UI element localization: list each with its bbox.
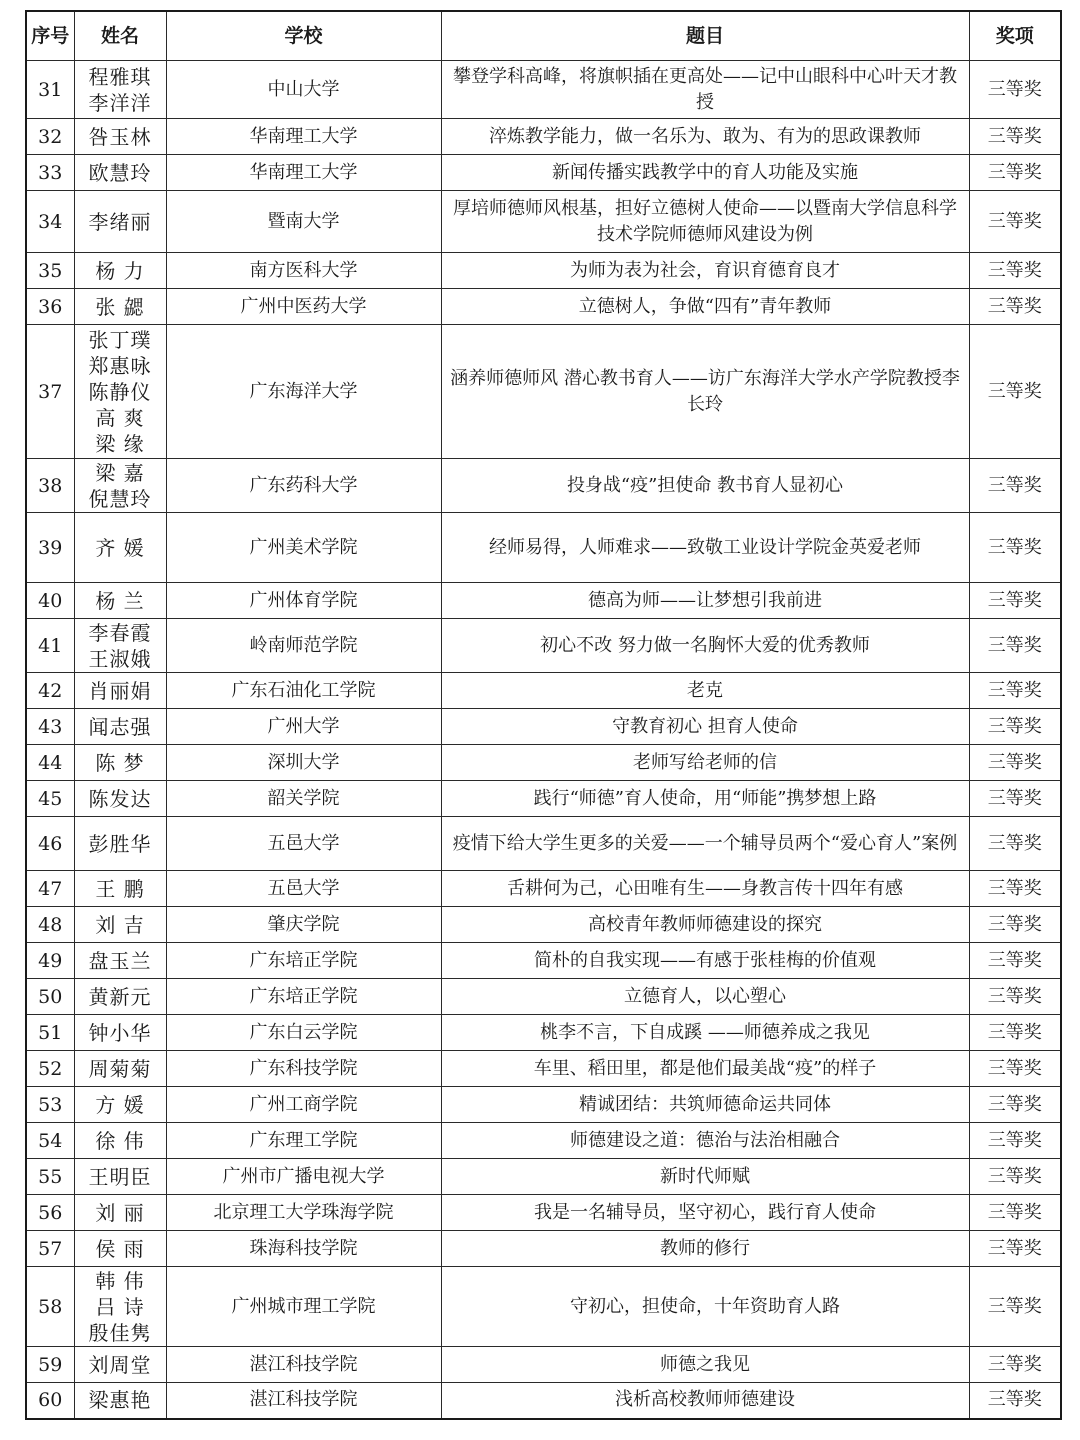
- table-row: [26, 979, 1061, 1015]
- essay-title: 老克: [441, 673, 969, 709]
- author-name: 侯 雨: [95, 1236, 145, 1261]
- school-name: 五邑大学: [166, 817, 441, 871]
- author-name: 周菊菊: [88, 1056, 152, 1081]
- author-name: 刘 丽: [95, 1200, 145, 1225]
- row-number: 33: [26, 155, 74, 191]
- essay-title: 车里、稻田里，都是他们最美战“疫”的样子: [441, 1051, 969, 1087]
- row-number: 38: [26, 459, 74, 513]
- author-names: [74, 583, 166, 619]
- author-name: 吕 诗: [95, 1294, 145, 1319]
- award-level: 三等奖: [969, 191, 1061, 253]
- essay-title: 立德育人，以心塑心: [441, 979, 969, 1015]
- essay-title: 践行“师德”育人使命，用“师能”携梦想上路: [441, 781, 969, 817]
- school-name: 广东药科大学: [166, 459, 441, 513]
- award-level: 三等奖: [969, 325, 1061, 459]
- row-number: 41: [26, 619, 74, 673]
- essay-title: 疫情下给大学生更多的关爱——一个辅导员两个“爱心育人”案例: [441, 817, 969, 871]
- author-names: [74, 61, 166, 119]
- author-name: 王淑娥: [88, 646, 152, 671]
- award-level: 三等奖: [969, 119, 1061, 155]
- award-level: 三等奖: [969, 673, 1061, 709]
- school-name: 广东培正学院: [166, 943, 441, 979]
- school-name: 广州大学: [166, 709, 441, 745]
- award-level: 三等奖: [969, 253, 1061, 289]
- table-row: [26, 583, 1061, 619]
- author-name: 肖丽娟: [88, 678, 152, 703]
- author-names: [74, 1123, 166, 1159]
- school-name: 珠海科技学院: [166, 1231, 441, 1267]
- table-row: [26, 1347, 1061, 1383]
- award-level: 三等奖: [969, 745, 1061, 781]
- school-name: 广东科技学院: [166, 1051, 441, 1087]
- author-name: 张丁璞: [88, 327, 152, 352]
- table-row: [26, 61, 1061, 119]
- essay-title: 为师为表为社会，育识育德育良才: [441, 253, 969, 289]
- school-name: 广东理工学院: [166, 1123, 441, 1159]
- award-level: 三等奖: [969, 817, 1061, 871]
- row-number: 58: [26, 1267, 74, 1347]
- essay-title: 涵养师德师风 潜心教书育人——访广东海洋大学水产学院教授李长玲: [441, 325, 969, 459]
- award-level: 三等奖: [969, 459, 1061, 513]
- award-level: 三等奖: [969, 1383, 1061, 1419]
- author-names: [74, 1159, 166, 1195]
- award-level: 三等奖: [969, 907, 1061, 943]
- award-level: 三等奖: [969, 583, 1061, 619]
- award-level: 三等奖: [969, 943, 1061, 979]
- row-number: 48: [26, 907, 74, 943]
- header-award: 奖项: [969, 11, 1061, 61]
- award-level: 三等奖: [969, 61, 1061, 119]
- author-name: 刘 吉: [95, 912, 145, 937]
- table-row: [26, 1123, 1061, 1159]
- author-name: 殷佳隽: [88, 1320, 152, 1345]
- essay-title: 师德建设之道：德治与法治相融合: [441, 1123, 969, 1159]
- author-names: [74, 1267, 166, 1347]
- school-name: 广州城市理工学院: [166, 1267, 441, 1347]
- school-name: 湛江科技学院: [166, 1347, 441, 1383]
- author-name: 梁 嘉: [95, 460, 145, 485]
- author-names: [74, 1015, 166, 1051]
- school-name: 华南理工大学: [166, 119, 441, 155]
- table-row: [26, 325, 1061, 459]
- author-names: [74, 1087, 166, 1123]
- row-number: 57: [26, 1231, 74, 1267]
- table-body: [26, 61, 1061, 1419]
- author-name: 刘周堂: [88, 1352, 152, 1377]
- school-name: 韶关学院: [166, 781, 441, 817]
- author-names: [74, 1195, 166, 1231]
- row-number: 50: [26, 979, 74, 1015]
- table-row: [26, 709, 1061, 745]
- award-level: 三等奖: [969, 1087, 1061, 1123]
- row-number: 39: [26, 513, 74, 583]
- essay-title: 桃李不言，下自成蹊 ——师德养成之我见: [441, 1015, 969, 1051]
- school-name: 暨南大学: [166, 191, 441, 253]
- school-name: 广州中医药大学: [166, 289, 441, 325]
- award-level: 三等奖: [969, 1123, 1061, 1159]
- essay-title: 守教育初心 担育人使命: [441, 709, 969, 745]
- author-names: [74, 253, 166, 289]
- essay-title: 我是一名辅导员，坚守初心，践行育人使命: [441, 1195, 969, 1231]
- row-number: 53: [26, 1087, 74, 1123]
- author-names: [74, 289, 166, 325]
- author-names: [74, 155, 166, 191]
- author-names: [74, 745, 166, 781]
- award-level: 三等奖: [969, 289, 1061, 325]
- author-names: [74, 1051, 166, 1087]
- award-level: 三等奖: [969, 513, 1061, 583]
- row-number: 47: [26, 871, 74, 907]
- table-row: [26, 943, 1061, 979]
- table-header-row: [26, 11, 1061, 61]
- essay-title: 高校青年教师师德建设的探究: [441, 907, 969, 943]
- author-name: 程雅琪: [88, 64, 152, 89]
- row-number: 51: [26, 1015, 74, 1051]
- essay-title: 舌耕何为己，心田唯有生——身教言传十四年有感: [441, 871, 969, 907]
- essay-title: 精诚团结：共筑师德命运共同体: [441, 1087, 969, 1123]
- author-name: 钟小华: [88, 1020, 152, 1045]
- header-no: 序号: [26, 11, 74, 61]
- table-row: [26, 1231, 1061, 1267]
- award-level: 三等奖: [969, 1195, 1061, 1231]
- table-row: [26, 781, 1061, 817]
- row-number: 34: [26, 191, 74, 253]
- author-name: 倪慧玲: [88, 486, 152, 511]
- author-names: [74, 979, 166, 1015]
- school-name: 岭南师范学院: [166, 619, 441, 673]
- award-level: 三等奖: [969, 709, 1061, 745]
- header-title: 题目: [441, 11, 969, 61]
- row-number: 35: [26, 253, 74, 289]
- school-name: 广东石油化工学院: [166, 673, 441, 709]
- school-name: 广州美术学院: [166, 513, 441, 583]
- author-names: [74, 817, 166, 871]
- award-level: 三等奖: [969, 619, 1061, 673]
- row-number: 45: [26, 781, 74, 817]
- author-name: 杨 力: [95, 258, 145, 283]
- row-number: 42: [26, 673, 74, 709]
- author-names: [74, 459, 166, 513]
- table-row: [26, 191, 1061, 253]
- table-row: [26, 459, 1061, 513]
- table-row: [26, 745, 1061, 781]
- author-name: 杨 兰: [95, 588, 145, 613]
- award-level: 三等奖: [969, 1159, 1061, 1195]
- row-number: 54: [26, 1123, 74, 1159]
- row-number: 55: [26, 1159, 74, 1195]
- author-name: 王明臣: [88, 1164, 152, 1189]
- author-name: 李春霞: [88, 620, 152, 645]
- table-row: [26, 619, 1061, 673]
- table-row: [26, 253, 1061, 289]
- author-name: 彭胜华: [88, 831, 152, 856]
- author-name: 李绪丽: [88, 209, 152, 234]
- row-number: 49: [26, 943, 74, 979]
- row-number: 59: [26, 1347, 74, 1383]
- award-level: 三等奖: [969, 979, 1061, 1015]
- header-name: 姓名: [74, 11, 166, 61]
- table-row: [26, 1267, 1061, 1347]
- school-name: 深圳大学: [166, 745, 441, 781]
- row-number: 52: [26, 1051, 74, 1087]
- author-names: [74, 1231, 166, 1267]
- table-row: [26, 1159, 1061, 1195]
- author-names: [74, 907, 166, 943]
- author-name: 王 鹏: [95, 876, 145, 901]
- table-row: [26, 673, 1061, 709]
- essay-title: 老师写给老师的信: [441, 745, 969, 781]
- essay-title: 新时代师赋: [441, 1159, 969, 1195]
- author-names: [74, 619, 166, 673]
- award-level: 三等奖: [969, 1347, 1061, 1383]
- author-name: 梁 缘: [95, 431, 145, 456]
- school-name: 湛江科技学院: [166, 1383, 441, 1419]
- author-names: [74, 1383, 166, 1419]
- table-row: [26, 871, 1061, 907]
- essay-title: 师德之我见: [441, 1347, 969, 1383]
- school-name: 中山大学: [166, 61, 441, 119]
- school-name: 广东白云学院: [166, 1015, 441, 1051]
- author-name: 闻志强: [88, 714, 152, 739]
- award-level: 三等奖: [969, 871, 1061, 907]
- row-number: 46: [26, 817, 74, 871]
- school-name: 南方医科大学: [166, 253, 441, 289]
- school-name: 北京理工大学珠海学院: [166, 1195, 441, 1231]
- essay-title: 经师易得，人师难求——致敬工业设计学院金英爱老师: [441, 513, 969, 583]
- table-row: [26, 513, 1061, 583]
- school-name: 广州体育学院: [166, 583, 441, 619]
- header-school: 学校: [166, 11, 441, 61]
- school-name: 广东培正学院: [166, 979, 441, 1015]
- essay-title: 简朴的自我实现——有感于张桂梅的价值观: [441, 943, 969, 979]
- school-name: 广东海洋大学: [166, 325, 441, 459]
- author-name: 黄新元: [88, 984, 152, 1009]
- essay-title: 守初心，担使命，十年资助育人路: [441, 1267, 969, 1347]
- author-name: 欧慧玲: [88, 160, 152, 185]
- author-name: 盘玉兰: [88, 948, 152, 973]
- table-row: [26, 155, 1061, 191]
- author-name: 陈静仪: [88, 379, 152, 404]
- award-level: 三等奖: [969, 781, 1061, 817]
- author-name: 咎玉林: [88, 124, 152, 149]
- essay-title: 浅析高校教师师德建设: [441, 1383, 969, 1419]
- table-row: [26, 1051, 1061, 1087]
- row-number: 36: [26, 289, 74, 325]
- essay-title: 攀登学科高峰，将旗帜插在更高处——记中山眼科中心叶天才教授: [441, 61, 969, 119]
- school-name: 肇庆学院: [166, 907, 441, 943]
- author-name: 齐 媛: [95, 535, 145, 560]
- essay-title: 德高为师——让梦想引我前进: [441, 583, 969, 619]
- essay-title: 厚培师德师风根基，担好立德树人使命——以暨南大学信息科学技术学院师德师风建设为例: [441, 191, 969, 253]
- author-name: 郑惠咏: [88, 353, 152, 378]
- author-name: 陈发达: [88, 786, 152, 811]
- award-level: 三等奖: [969, 155, 1061, 191]
- table-row: [26, 817, 1061, 871]
- award-level: 三等奖: [969, 1051, 1061, 1087]
- award-table: [25, 10, 1062, 1420]
- author-names: [74, 513, 166, 583]
- author-names: [74, 191, 166, 253]
- row-number: 40: [26, 583, 74, 619]
- table-row: [26, 119, 1061, 155]
- author-name: 韩 伟: [95, 1268, 145, 1293]
- essay-title: 初心不改 努力做一名胸怀大爱的优秀教师: [441, 619, 969, 673]
- row-number: 31: [26, 61, 74, 119]
- award-level: 三等奖: [969, 1015, 1061, 1051]
- award-level: 三等奖: [969, 1267, 1061, 1347]
- author-names: [74, 709, 166, 745]
- author-names: [74, 781, 166, 817]
- author-names: [74, 325, 166, 459]
- award-list-sheet: [25, 10, 1060, 1420]
- row-number: 44: [26, 745, 74, 781]
- author-names: [74, 119, 166, 155]
- author-name: 徐 伟: [95, 1128, 145, 1153]
- author-name: 高 爽: [95, 405, 145, 430]
- author-name: 张 勰: [95, 294, 145, 319]
- row-number: 56: [26, 1195, 74, 1231]
- author-names: [74, 871, 166, 907]
- row-number: 60: [26, 1383, 74, 1419]
- award-level: 三等奖: [969, 1231, 1061, 1267]
- table-row: [26, 1087, 1061, 1123]
- essay-title: 投身战“疫”担使命 教书育人显初心: [441, 459, 969, 513]
- author-name: 陈 梦: [95, 750, 145, 775]
- essay-title: 教师的修行: [441, 1231, 969, 1267]
- essay-title: 立德树人，争做“四有”青年教师: [441, 289, 969, 325]
- author-names: [74, 943, 166, 979]
- table-row: [26, 289, 1061, 325]
- school-name: 华南理工大学: [166, 155, 441, 191]
- essay-title: 新闻传播实践教学中的育人功能及实施: [441, 155, 969, 191]
- essay-title: 淬炼教学能力，做一名乐为、敢为、有为的思政课教师: [441, 119, 969, 155]
- row-number: 32: [26, 119, 74, 155]
- row-number: 43: [26, 709, 74, 745]
- author-name: 李洋洋: [88, 90, 152, 115]
- school-name: 广州工商学院: [166, 1087, 441, 1123]
- table-row: [26, 1195, 1061, 1231]
- author-name: 梁惠艳: [88, 1388, 152, 1413]
- school-name: 广州市广播电视大学: [166, 1159, 441, 1195]
- table-row: [26, 907, 1061, 943]
- table-row: [26, 1383, 1061, 1419]
- school-name: 五邑大学: [166, 871, 441, 907]
- author-name: 方 媛: [95, 1092, 145, 1117]
- table-row: [26, 1015, 1061, 1051]
- author-names: [74, 673, 166, 709]
- author-names: [74, 1347, 166, 1383]
- row-number: 37: [26, 325, 74, 459]
